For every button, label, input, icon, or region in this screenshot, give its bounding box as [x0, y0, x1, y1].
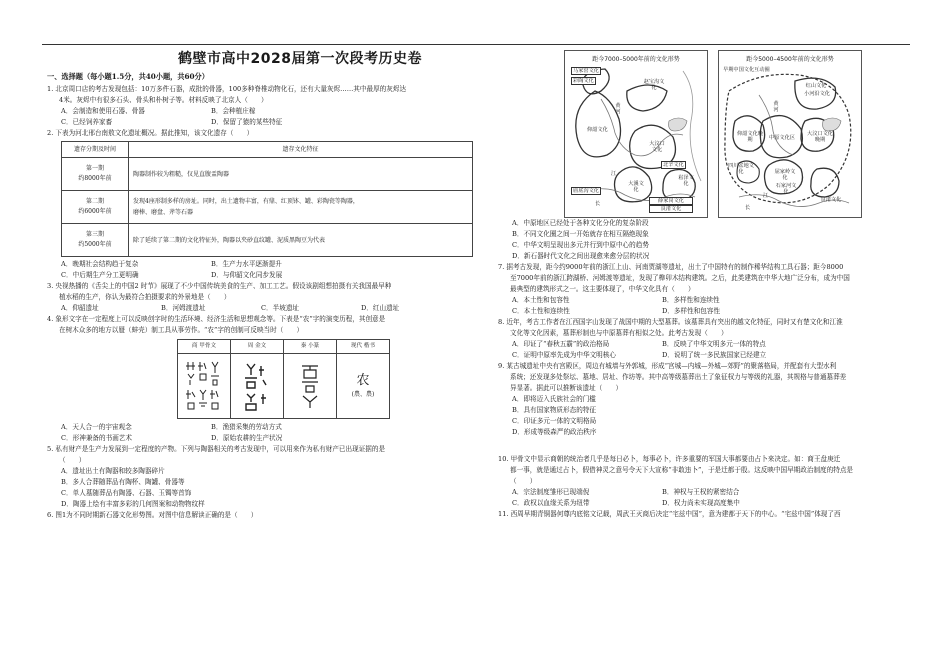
question-10	[498, 454, 906, 509]
option-d: D．权力尚未实现高度集中	[662, 499, 740, 507]
option-c: C．中后期生产分工更明确	[61, 271, 139, 279]
question-5	[47, 444, 471, 510]
option-c: C．形神兼备的书画艺术	[61, 434, 132, 442]
table-header: 周 金文	[231, 340, 284, 354]
question-7	[498, 262, 906, 317]
map-label: 石家河文化	[775, 183, 797, 195]
option-b: B．神权与王权的紧密结合	[662, 488, 740, 496]
question-stem: 8. 近年，考古工作者在江西国字山发现了战国中期的大型墓葬。该墓葬具有突出的越文化特征，同时又有楚文化和江淮	[498, 318, 843, 326]
option-a: A．印证了“春秋五霸”的政治格局	[512, 340, 610, 348]
option-b: B．渔猎采集的劳动方式	[211, 423, 282, 431]
map-label: 江	[611, 171, 617, 177]
question-stem: 11. 西周早期青铜器何尊内底铭文记载，周武王灭商后决定“宅兹中国”，意为建都于天下的中心。“宅兹中国”体现了西	[498, 510, 841, 518]
option-b: B．会种植庄稼	[211, 107, 256, 115]
question-stem: 1. 北京周口店的考古发现包括：10万多件石器，成批的骨器，100多种脊椎动物化石，还有大量灰烬……其中最厚的灰烬达	[47, 85, 407, 93]
table-cell-period: 第二期 约6000年前	[62, 191, 129, 224]
table-cell-feature: 发现4座形制多样的房址。同时，出土遗物丰富，有鼎、红顶钵、罐、彩陶瓷等陶器， 磨棒、磨盘、斧等石器	[129, 191, 473, 224]
option-a: A．会制造和使用石器、骨器	[61, 107, 145, 115]
question-4	[47, 314, 471, 444]
option-c: C．本土性和连续性	[512, 307, 570, 315]
option-d: D．与仰韶文化同步发展	[211, 271, 283, 279]
question-stem: 7. 据考古发现，距今约9000年前的浙江上山、河南贾湖等遗址，出土了中国特有的制作稀华结构工具石器；距今8000	[498, 263, 844, 271]
option-b: B．多人合葬随葬品有陶杯、陶罐、骨器等	[61, 478, 185, 486]
question-stem-cont: 植水稻的生产，你认为最符合拍摄要求的外景地是（ ）	[59, 293, 231, 301]
site-table	[61, 141, 473, 257]
header-rule	[42, 44, 910, 45]
option-a: A．即将迈入氏族社会的门槛	[512, 395, 596, 403]
option-a: A．宗法制度雏形已现端倪	[512, 488, 590, 496]
left-column	[47, 84, 471, 521]
option-a: A．中原地区已经处于各种文化分化的复杂阶段	[512, 219, 649, 227]
question-stem: 2. 下表为河北邢台南敖文化遗址概况。据此推知，该文化遗存（ ）	[47, 129, 254, 137]
map-label: 崧泽文化	[678, 175, 694, 187]
bronze-inscription-glyphs	[231, 354, 284, 419]
option-c: C．证明中原率先成为中华文明核心	[512, 351, 616, 359]
table-cell-period: 第一期 约8000年前	[62, 158, 129, 191]
table-header: 现代 楷书	[337, 340, 390, 354]
question-stem-cont: 至7000年前的浙江跨湖桥、河姆渡等遗址，发现了榫卯木结构建筑。之后，此类建筑在中华大地广泛分布，成为中国	[510, 274, 850, 282]
option-d: D．保留了猿的某些特征	[211, 118, 283, 126]
map-label: 屈家岭文化	[774, 169, 796, 181]
option-a: A．仰韶遗址	[61, 304, 99, 312]
option-b: B．反映了中华文明多元一体的特点	[662, 340, 766, 348]
question-stem: 4. 象形文字在一定程度上可以反映创字时的生活环境、经济生活和思想观念等。下表是“农”字的演变历程，其创意是	[47, 315, 386, 323]
question-stem-cont: 文化等文化因素，墓葬形制也与中原墓葬有相似之处。此考古发现（ ）	[510, 329, 728, 337]
question-stem-cont: 在树木众多的地方以蜃（蚌壳）制工具从事劳作。“农”字的创制可反映当时（ ）	[59, 326, 304, 334]
map-label: 良渚文化	[820, 197, 842, 203]
modern-character: 农 (農、農)	[337, 354, 390, 419]
table-cell-feature: 陶器制作较为粗糙，仅见直腹盂陶器	[129, 158, 473, 191]
question-stem-cont: 4米。灰烬中有很多石头、骨头和朴树子等。材料反映了北京人（ ）	[59, 96, 268, 104]
map-label: 赵宝沟文化	[643, 79, 665, 91]
map-label: 薛家岗文化	[649, 197, 693, 205]
map-label: 江	[763, 193, 769, 199]
option-d: D．陶器上绘有丰富多彩的几何图案和动物物纹样	[61, 500, 205, 508]
option-a: A．天人合一的宇宙观念	[61, 423, 132, 431]
map-label: 黄河	[773, 101, 779, 113]
map-label: 早期中国文化互动圈	[723, 67, 770, 73]
page-title: 鹤壁市高中2028届第一次段考历史卷	[178, 51, 422, 67]
section-heading: 一、选择题（每小题1.5分，共40小题，共60分）	[47, 72, 209, 81]
option-d: D．红山遗址	[361, 304, 400, 312]
question-9	[498, 361, 906, 438]
option-b: B．河姆渡遗址	[161, 304, 206, 312]
option-c: C．半坡遗址	[261, 304, 300, 312]
map-7000-5000: 距今7000–5000年前的文化形势 马家窑文化 彩陶文化 赵宝沟文化 黄河 仰韶文化 大汶口文化 北辛文化 江 崧泽文化 大溪文化 长 薛家岗文化 良渚文化 庙底沟文化	[564, 50, 708, 218]
option-c: C．政权以血缘关系为纽带	[512, 499, 590, 507]
option-d: D．多样性和包容性	[662, 307, 721, 315]
question-stem-cont: 异显著。据此可以推断该遗址（ ）	[510, 384, 623, 392]
map-label: 大汶口文化晚期	[807, 131, 833, 143]
question-2	[47, 128, 471, 281]
option-d: D．原始农耕的生产状况	[211, 434, 283, 442]
option-a: A．晚期社会结构趋于复杂	[61, 260, 139, 268]
question-1	[47, 84, 471, 128]
map-label: 长	[595, 201, 601, 207]
oracle-bone-glyphs	[178, 354, 231, 419]
culture-maps-figure	[564, 50, 864, 218]
option-b: B．具有国家物质形态的特征	[512, 406, 596, 414]
question-stem: 10. 甲骨文中显示商朝的统治者几乎是每日必卜，每事必卜，许多重要的军国大事都要由占卜来决定。如：商王盘庚迁	[498, 455, 841, 463]
option-d: D．新石器时代文化之间出现愈来愈分层的状况	[512, 252, 650, 260]
map-label: 四川盆地文化	[728, 163, 754, 175]
question-6	[47, 510, 471, 521]
map-label: 红山文化	[805, 83, 827, 89]
question-stem-cont: （ ）	[510, 477, 537, 485]
map-label: 大溪文化	[628, 181, 644, 193]
map-label: 仰韶文化	[587, 127, 608, 133]
character-evolution-table	[177, 339, 390, 419]
question-stem: 9. 某古城遗址中央有宫殿区，周边有城墙与外郭城，形成“宫城—内城—外城—郊野”的聚落格局，并配套有大型水利	[498, 362, 837, 370]
map-label: 大汶口文化	[649, 141, 665, 153]
right-column	[498, 218, 906, 520]
map-5000-4500: 距今5000–4500年前的文化形势 早期中国文化互动圈 黄河 红山文化 小河沿文化 仰韶文化晚期 中原文化区 大汶口文化晚期 屈家岭文化 四川盆地文化 石家河文化 良渚文化 长 江	[718, 50, 862, 218]
option-c: C．已经饲养家畜	[61, 118, 113, 126]
seal-script-glyph	[284, 354, 337, 419]
map-label: 北辛文化	[663, 162, 684, 168]
table-cell-feature: 除了延续了第二期的文化特征外，陶器以夹砂直纹罐、泥质黑陶豆为代表	[129, 224, 473, 257]
option-c: C．印证多元一体的文明格局	[512, 417, 597, 425]
map-label: 小河沿文化	[804, 91, 830, 97]
question-stem-cont: 最典型的建筑形式之一。这主要体现了，中华文化具有（ ）	[510, 285, 695, 293]
option-b: B．不同文化圈之间一开始就存在相互隔绝现象	[512, 230, 649, 238]
question-stem: 3. 央视热播的《舌尖上的中国2 时节》展现了不少中国传统美食的生产、加工工艺。假设该剧组想拍摄有关我国最早种	[47, 282, 392, 290]
option-d: D．说明了统一多民族国家已经建立	[662, 351, 767, 359]
question-3	[47, 281, 471, 314]
question-8	[498, 317, 906, 361]
option-b: B．多样性和连续性	[662, 296, 720, 304]
map-label: 长	[745, 205, 751, 211]
question-stem-cont: 都一事，就是通过占卜，假借神灵之意号令天下大宣称“非敢违卜”，于是迁都于殷。这反映中国早期政治制度的特点是	[510, 466, 854, 474]
option-d: D．形成等级森严的政治秩序	[512, 428, 597, 436]
map-label: 马家窑文化	[573, 68, 599, 74]
map-label: 中原文化区	[769, 135, 795, 141]
map-label: 彩陶文化	[573, 78, 594, 84]
question-stem-cont: 系统；还发现多处祭坛、墓地、居址、作坊等。其中高等级墓葬出土了象征权力与等级的礼器，其规格与普通墓葬差	[510, 373, 847, 381]
question-stem-cont: （ ）	[59, 456, 86, 464]
option-c: C．单人墓随葬品有陶器、石器、玉镯等首饰	[61, 489, 192, 497]
table-header: 秦 小篆	[284, 340, 337, 354]
table-header: 商 甲骨文	[178, 340, 231, 354]
option-b: B．生产力水平逐渐提升	[211, 260, 282, 268]
option-c: C．中华文明呈现出多元并行到中原中心的趋势	[512, 241, 649, 249]
question-stem: 6. 图1为不同时期新石器文化形势图。对图中信息解读正确的是（ ）	[47, 511, 258, 519]
map-label: 黄河	[615, 103, 621, 115]
map-label: 庙底沟文化	[573, 188, 599, 194]
option-a: A．遗址出土有陶器和较多陶器碎片	[61, 467, 165, 475]
question-6-options	[498, 218, 906, 262]
option-a: A．本土性和包容性	[512, 296, 570, 304]
map-label: 仰韶文化晚期	[737, 131, 763, 143]
table-cell-period: 第三期 约5000年前	[62, 224, 129, 257]
map-label: 良渚文化	[649, 205, 693, 213]
table-header: 遗存文化特征	[129, 142, 473, 158]
table-header: 遗存分期及时间	[62, 142, 129, 158]
question-11	[498, 509, 906, 520]
question-stem: 5. 私有财产是生产力发展到一定程度的产物。下列与陶器相关的考古发现中，可以用来作为私有财产已出现证据的是	[47, 445, 386, 453]
